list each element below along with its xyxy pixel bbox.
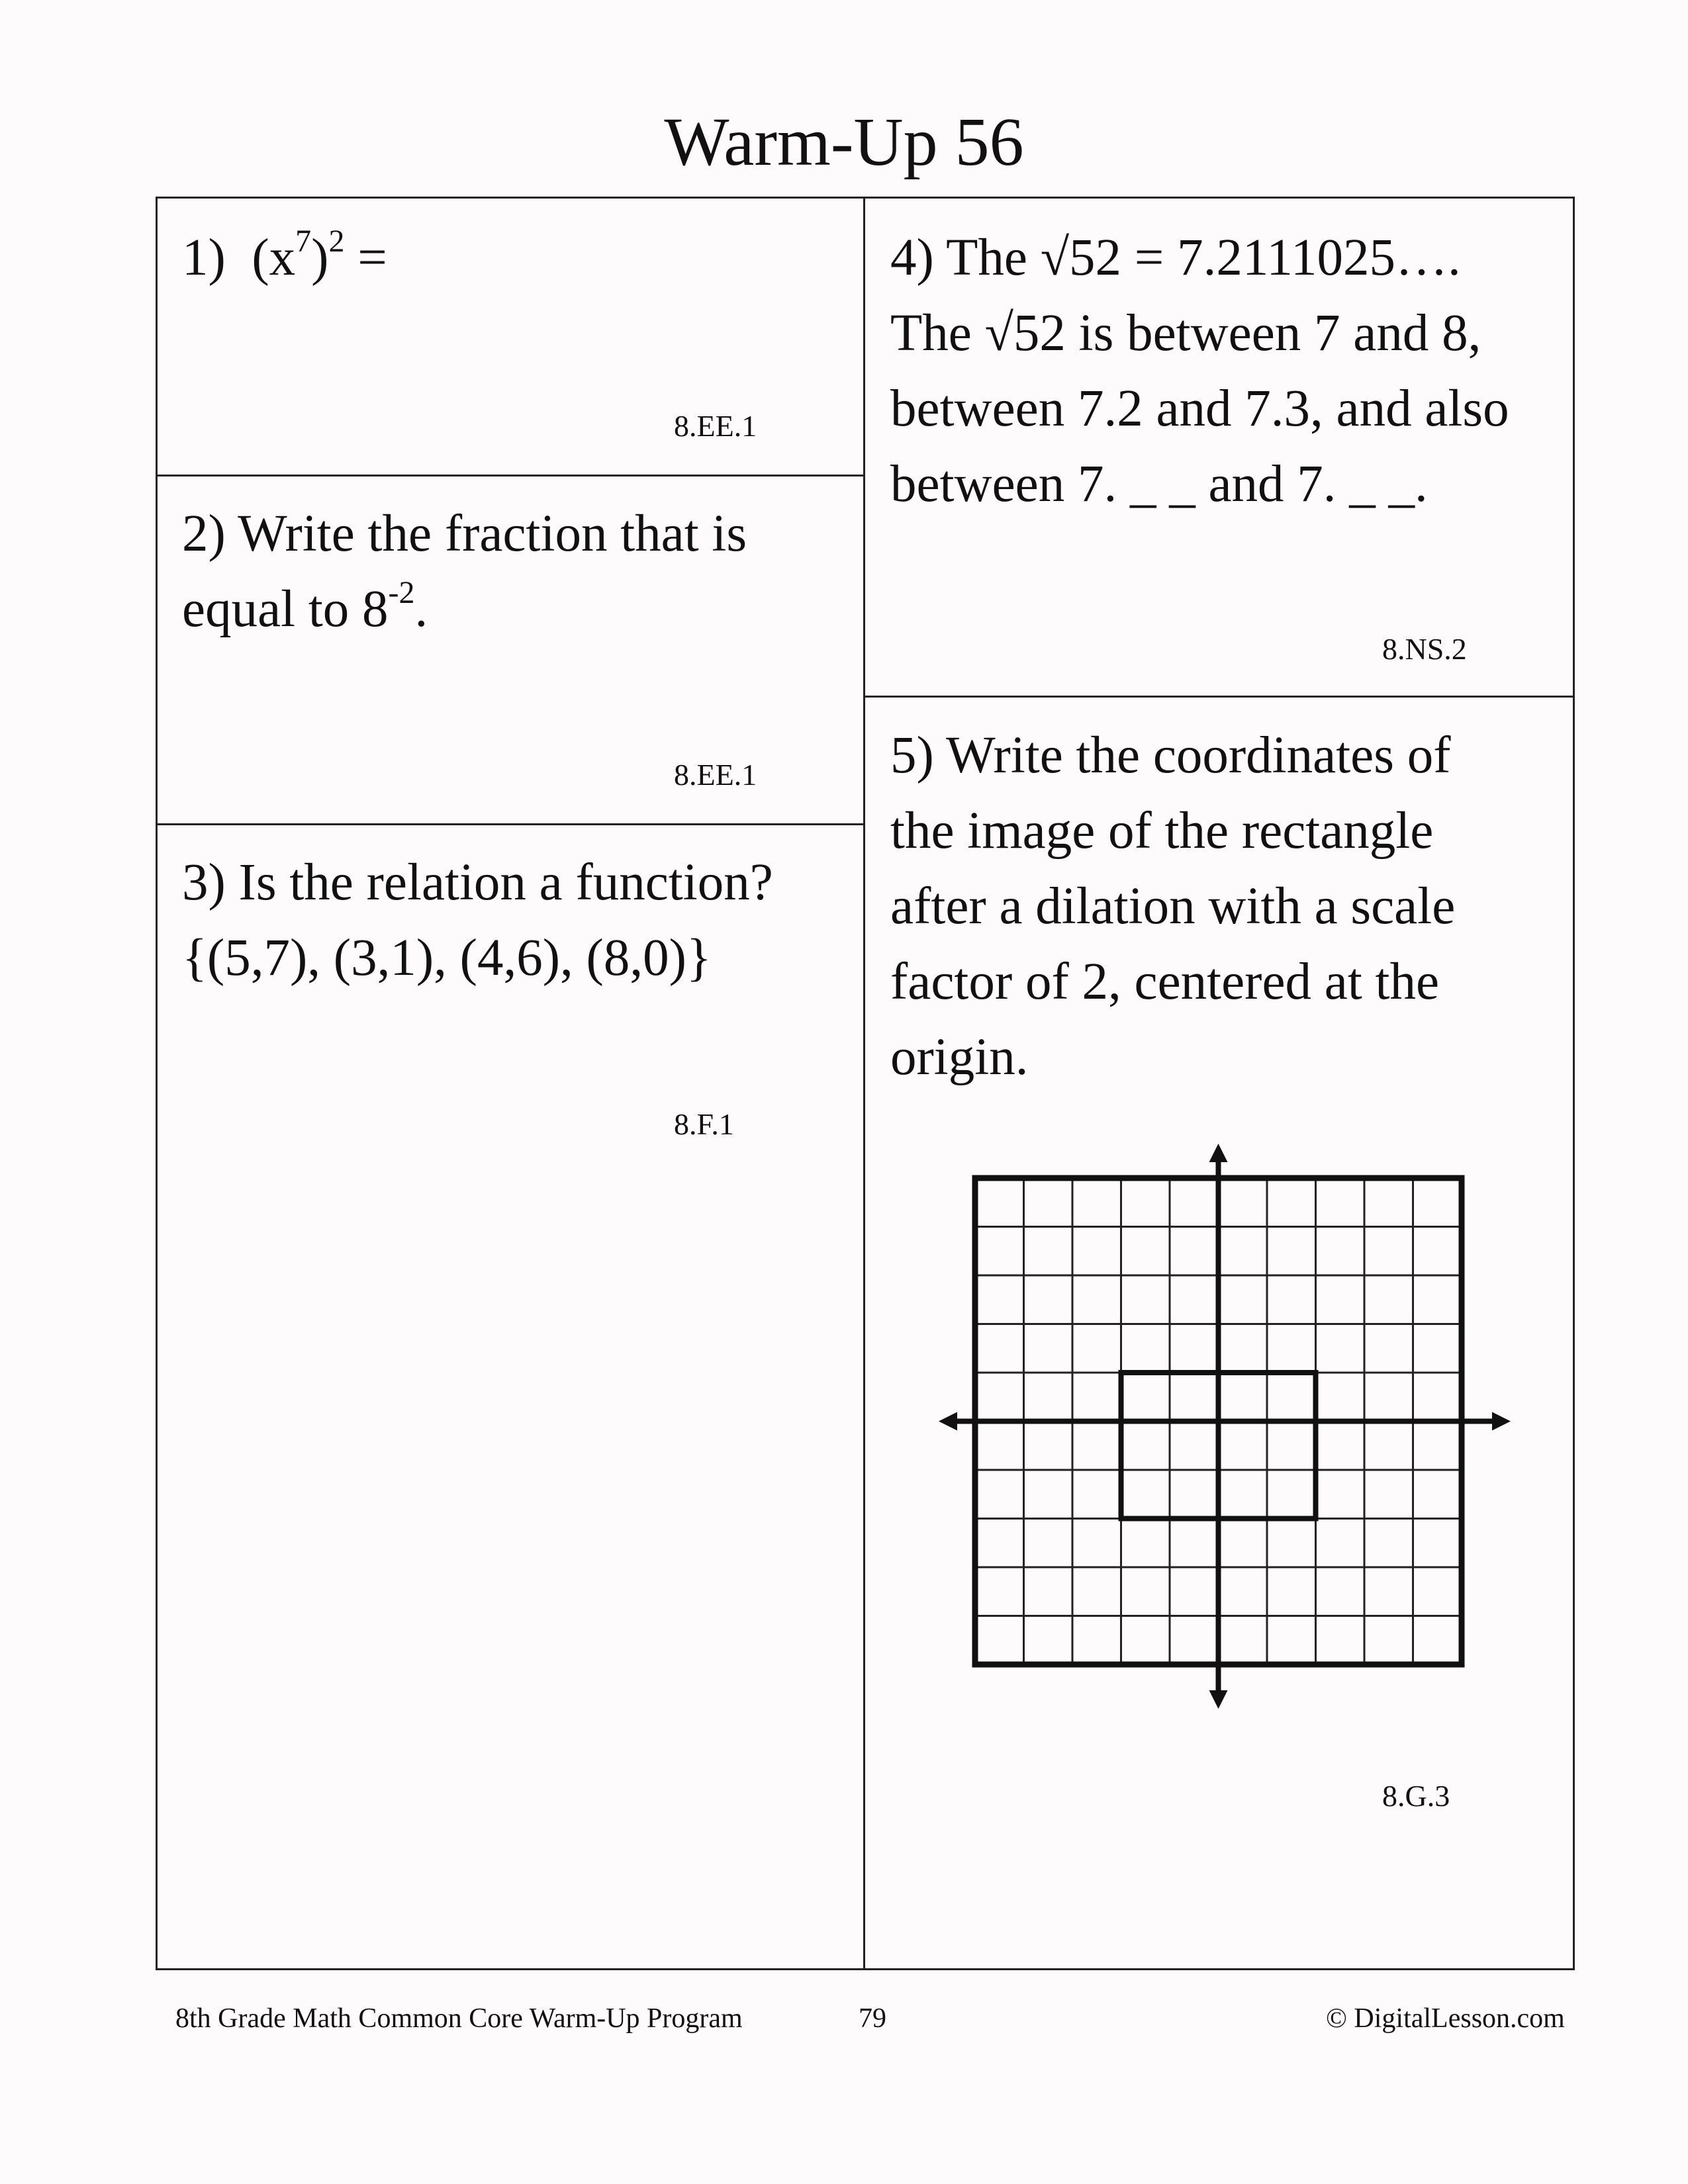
question-3: 3) Is the relation a function? {(5,7), (3,1), (4,6), (8,0)} [182,854,773,987]
coordinate-grid [933,1138,1516,1714]
footer-program: 8th Grade Math Common Core Warm-Up Program [175,2003,743,2034]
question-2: 2) Write the fraction that is equal to $8^{-2}$. [182,505,747,638]
footer-copyright: © DigitalLesson.com [1326,2003,1565,2034]
y-axis-down-arrow [1209,1690,1228,1709]
standard-q2: 8.EE.1 [674,758,757,792]
column-divider [863,197,865,1970]
question-1: 1) $(x^7)^2$ = [182,223,387,287]
standard-q4: 8.NS.2 [1382,632,1467,666]
question-4: 4) The √52 = 7.2111025…. The √52 is between 7 and 8, between 7.2 and 7.3, and also between 7. _ _ and 7. _ _. [890,229,1509,513]
standard-q1: 8.EE.1 [674,409,757,443]
standard-q5: 8.G.3 [1382,1779,1450,1813]
page-title: Warm-Up 56 [664,104,1024,180]
question-5: 5) Write the coordinates of the image of the rectangle after a dilation with a scale factor of 2, centered at the origin. [890,727,1456,1086]
divider-q2-q3 [156,823,865,825]
divider-q4-q5 [863,696,1575,698]
footer-page-number: 79 [859,2003,886,2034]
divider-q1-q2 [156,475,865,477]
standard-q3: 8.F.1 [674,1107,734,1141]
x-axis-left-arrow [939,1412,957,1431]
y-axis-up-arrow [1209,1144,1228,1162]
x-axis-right-arrow [1492,1412,1511,1431]
